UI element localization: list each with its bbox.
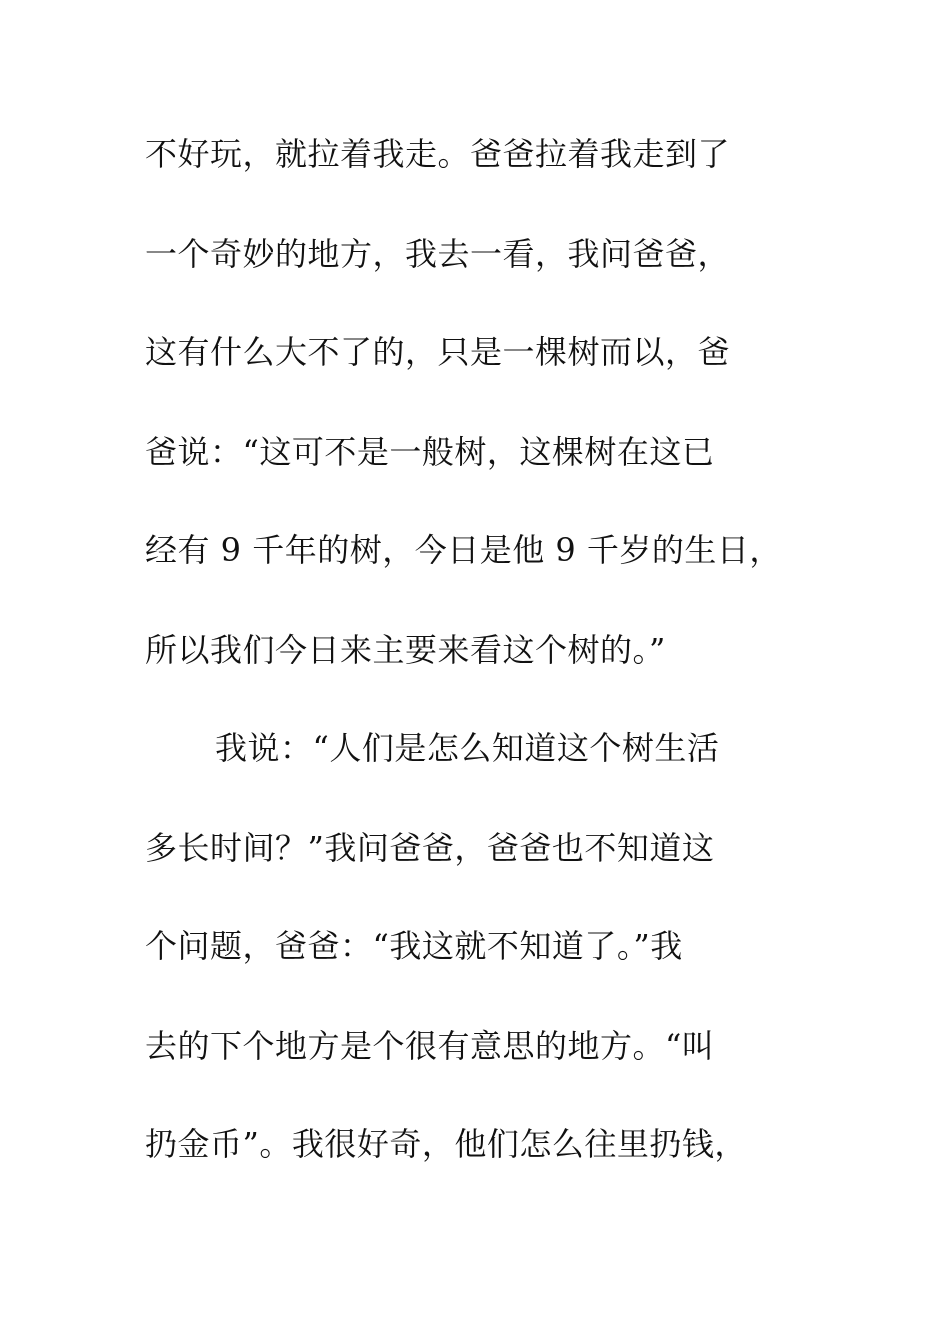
text-line: 不好玩，就拉着我走。爸爸拉着我走到了: [145, 135, 731, 173]
text-line: 爸说：“这可不是一般树，这棵树在这已: [145, 433, 715, 471]
text-line: 多长时间？”我问爸爸，爸爸也不知道这: [145, 829, 715, 867]
text-line: 个问题，爸爸：“我这就不知道了。”我: [145, 927, 683, 965]
text-line: 扔金币”。我很好奇，他们怎么往里扔钱，: [145, 1125, 747, 1163]
text-line: 这有什么大不了的，只是一棵树而以，爸: [145, 333, 731, 371]
text-line: 去的下个地方是个很有意思的地方。“叫: [145, 1027, 715, 1065]
text-line: 经有 9 千年的树，今日是他 9 千岁的生日，: [145, 531, 782, 569]
text-line: 所以我们今日来主要来看这个树的。”: [145, 631, 666, 669]
paragraph-first-line: 我说：“人们是怎么知道这个树生活: [215, 729, 720, 767]
text-line: 一个奇妙的地方，我去一看，我问爸爸，: [145, 235, 731, 273]
